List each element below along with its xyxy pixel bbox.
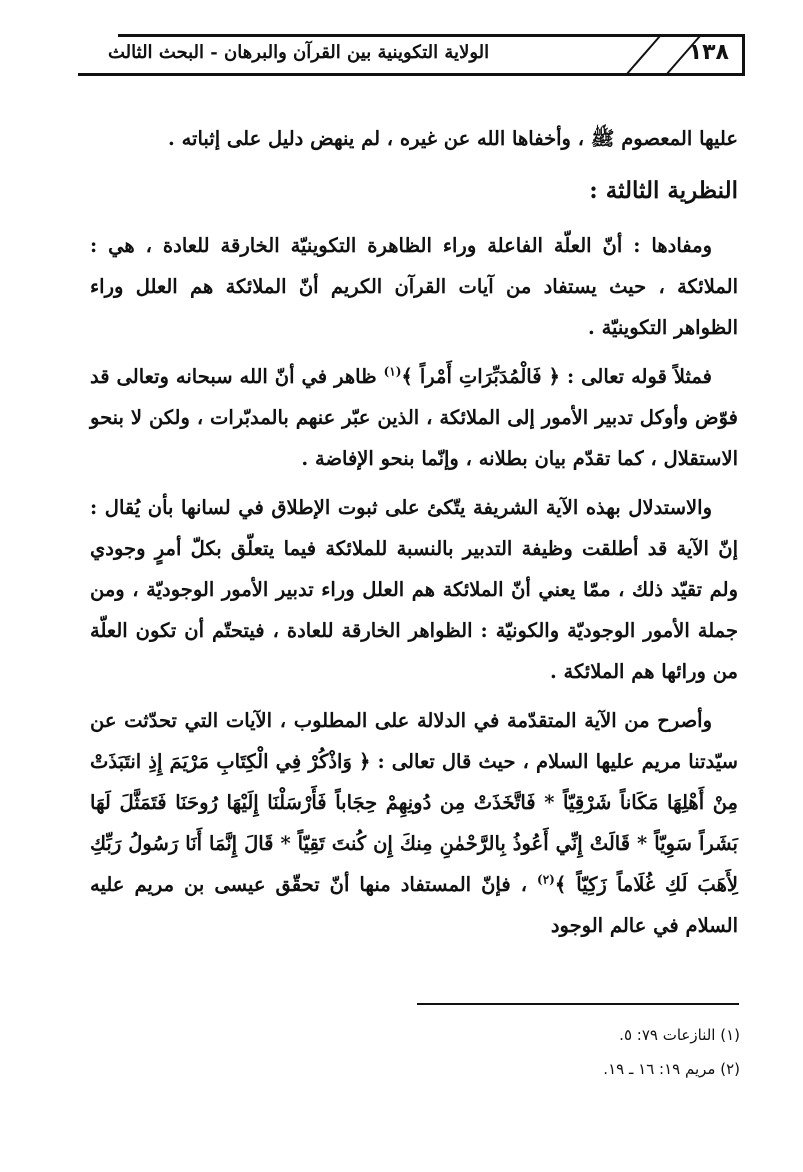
footnote-ref-2[interactable]: (٢) [537,872,555,887]
footnote-2: (٢) مريم ١٩: ١٦ ـ ١٩. [603,1060,740,1078]
paragraph-maryam [90,700,738,946]
page-number: ١٣٨ [688,40,729,65]
paragraph-continuation: عليها المعصوم ﷺ ، وأخفاها الله عن غيره ، لم ينهض دليل على إثباته . [168,127,738,150]
section-heading: النظرية الثالثة : [589,177,738,204]
paragraph-argument: والاستدلال بهذه الآية الشريفة يتّكئ على ثبوت الإطلاق في لسانها بأن يُقال : إنّ الآية قد أطلقت وظيفة التدبير بالنسبة للملائكة فيما يتعلّق بكلّ أمرٍ وجودي ولم تقيّد ذلك ، ممّا يعني أنّ الملائكة هم العلل وراء تدبير الأمور الوجوديّة ، ومن جملة الأمور الوجوديّة والكونيّة : الظواهر الخارقة للعادة ، فيتحتّم أن تكون العلّة من ورائها هم الملائكة . [90,496,738,683]
quran-verse: وأصرح من الآية المتقدّمة في الدلالة على المطلوب ، الآيات التي تحدّثت عن سيّدتنا مريم عليها السلام ، حيث قال تعالى : ﴿ وَاذْكُرْ فِي الْكِتَابِ مَرْيَمَ إِذِ انتَبَذَتْ مِنْ أَهْلِهَا مَكَاناً شَرْقِيّاً * فَاتَّخَذَتْ مِن دُونِهِمْ حِجَاباً فَأَرْسَلْنَا إِلَيْهَا رُوحَنَا فَتَمَثَّلَ لَهَا بَشَراً سَوِيّاً * قَالَتْ إِنِّي أَعُوذُ بِالرَّحْمٰنِ مِنكَ إِن كُنتَ تَقِيّاً * قَالَ إِنَّمَا أَنَا رَسُولُ رَبِّكِ لِأَهَبَ لَكِ غُلَاماً زَكِيّاً ﴾ [90,709,738,896]
running-title: الولاية التكوينية بين القرآن والبرهان - البحث الثالث [108,42,490,63]
footnote-1: (١) النازعات ٧٩: ٥. [619,1026,740,1044]
footnotes [400,1018,740,1086]
page-header [78,34,745,76]
paragraph-example [90,356,738,479]
paragraph-text: ، فإنّ المستفاد منها أنّ تحقّق عيسى بن مريم عليه السلام في عالم الوجود [90,873,738,937]
paragraph-definition: ومفادها : أنّ العلّة الفاعلة وراء الظاهرة التكوينيّة الخارقة للعادة ، هي : الملائكة ، حيث يستفاد من آيات القرآن الكريم أنّ الملائكة هم العلل وراء الظواهر التكوينيّة . [90,234,738,339]
page-body [90,118,738,954]
footnote-ref-1[interactable]: (١) [383,364,402,379]
paragraph-text: ظاهر في أنّ الله سبحانه وتعالى قد فوّض وأوكل تدبير الأمور إلى الملائكة ، الذين عبّر عنهم بالمدبّرات ، ولكن لا بنحو الاستقلال ، كما تقدّم بيان بطلانه ، وإنّما بنحو الإفاضة . [90,365,738,470]
footnote-divider [417,1003,739,1005]
quran-verse: فمثلاً قوله تعالى : ﴿ فَالْمُدَبِّرَاتِ أَمْراً ﴾ [401,365,712,388]
